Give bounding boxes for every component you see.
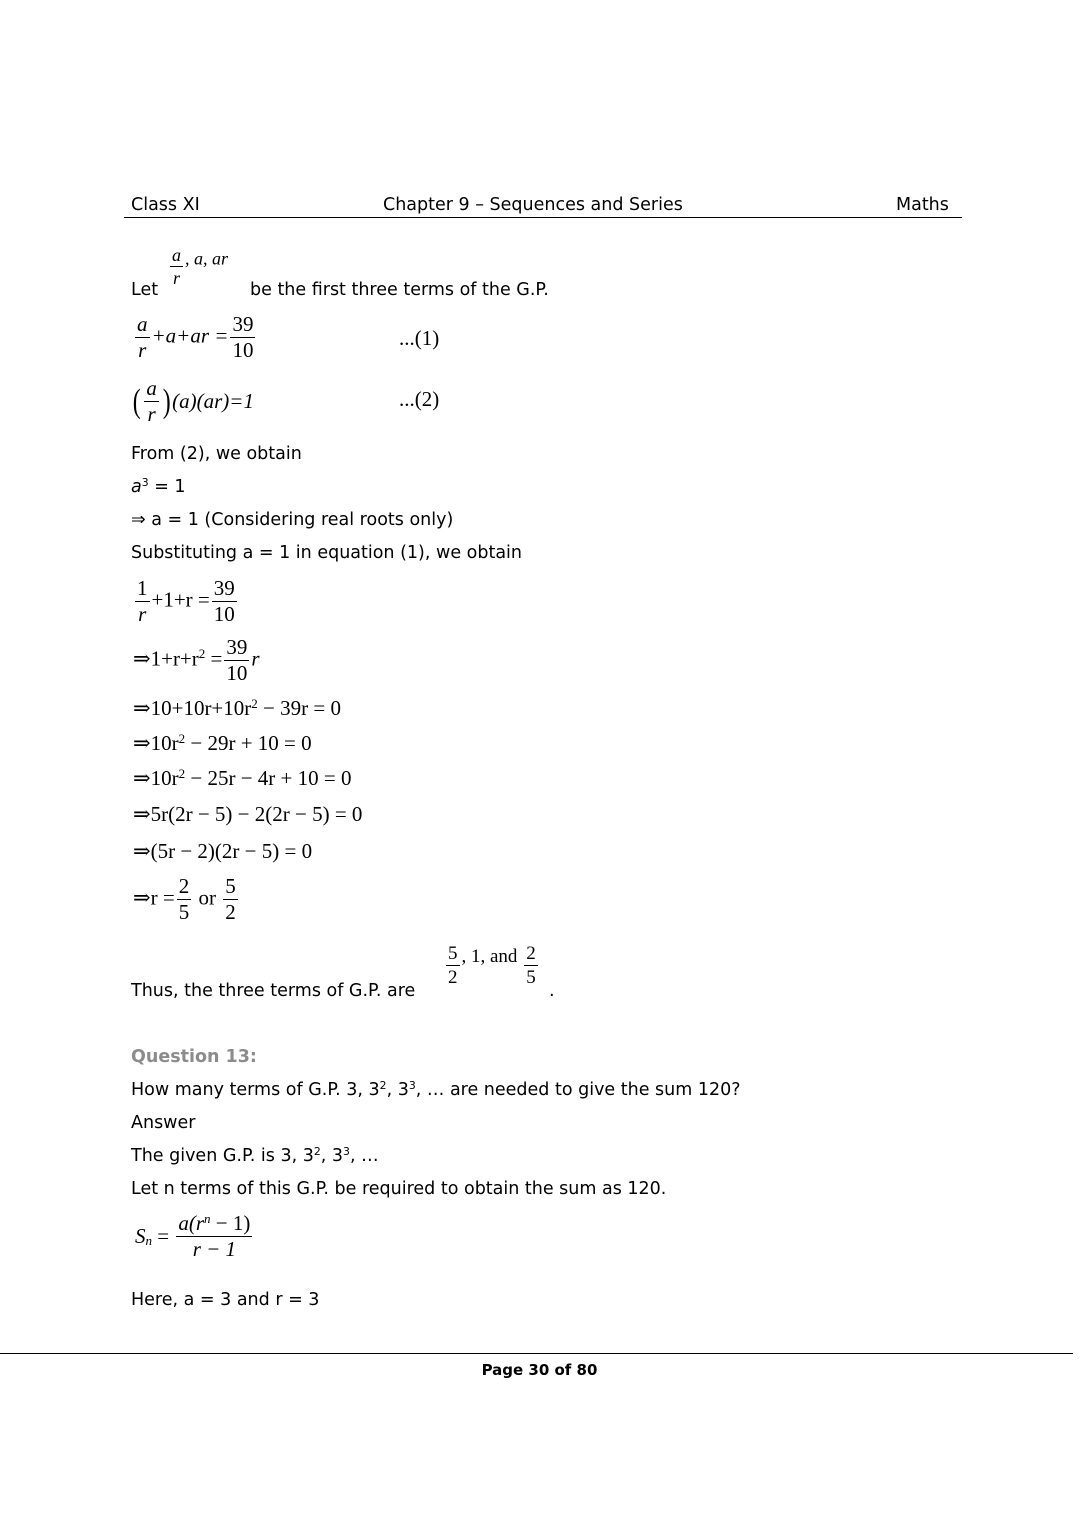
page-number: Page 30 of 80 <box>481 1361 598 1379</box>
footer-divider <box>0 1353 1073 1354</box>
let-suffix: be the first three terms of the G.P. <box>250 280 549 300</box>
thus-terms: $\frac{5}{2}$ , 1, and $\frac{2}{5}$ <box>448 943 536 988</box>
header-divider <box>124 217 962 218</box>
step-1: $\frac{1}{r}$ +1+r = $\frac{39}{10}$ <box>137 576 235 626</box>
thus-text: Thus, the three terms of G.P. are <box>131 981 416 1001</box>
step-5: $\Rightarrow 10r^2 - 25r - 4r + 10 = 0$ <box>133 765 352 790</box>
step-6: ⇒5r(2r − 5) − 2(2r − 5) = 0 <box>133 802 363 826</box>
sum-formula: $S_n$ = $\frac{a(r^n - 1)}{r - 1}$ <box>135 1210 251 1261</box>
step-8: ⇒r = $\frac{2}{5}$ or $\frac{5}{2}$ <box>133 874 236 924</box>
header-subject: Maths <box>896 195 949 215</box>
let-terms: $\frac{a}{r}$ , a, ar <box>172 245 229 288</box>
a-cubed-line: $a^3 = 1$ <box>131 476 186 497</box>
question-13-title: Question 13: <box>131 1047 257 1067</box>
step-7: ⇒(5r − 2)(2r − 5) = 0 <box>133 839 313 863</box>
question-13-text: How many terms of G.P. 3, $3^2$, $3^3$, … are needed to give the sum 120? <box>131 1079 741 1100</box>
equation-2-label: ...(2) <box>399 387 440 411</box>
a-equals-line: ⇒ a = 1 (Considering real roots only) <box>131 510 454 530</box>
step-4: $\Rightarrow 10r^2 - 29r + 10 = 0$ <box>133 730 312 755</box>
substituting-line: Substituting a = 1 in equation (1), we obtain <box>131 543 522 563</box>
let-prefix: Let <box>131 280 159 300</box>
step-2: $\Rightarrow 1+r+r^2$ = $\frac{39}{10}$ r <box>133 635 260 685</box>
let-n-line: Let n terms of this G.P. be required to obtain the sum as 120. <box>131 1179 667 1199</box>
given-gp-line: The given G.P. is 3, $3^2$, $3^3$, … <box>131 1145 379 1166</box>
step-3: $\Rightarrow 10+10r+10r^2 - 39r = 0$ <box>133 695 341 720</box>
equation-1-label: ...(1) <box>399 326 440 350</box>
thus-period: . <box>549 981 555 1001</box>
header-class: Class XI <box>131 195 200 215</box>
here-line: Here, a = 3 and r = 3 <box>131 1290 320 1310</box>
equation-1: $\frac{a}{r}$ +a+ar = $\frac{39}{10}$ <box>137 312 254 362</box>
from-2-text: From (2), we obtain <box>131 444 302 464</box>
equation-2: ( $\frac{a}{r}$ )(a)(ar)=1 <box>132 376 254 426</box>
header-chapter: Chapter 9 – Sequences and Series <box>383 195 683 215</box>
answer-label: Answer <box>131 1113 196 1133</box>
